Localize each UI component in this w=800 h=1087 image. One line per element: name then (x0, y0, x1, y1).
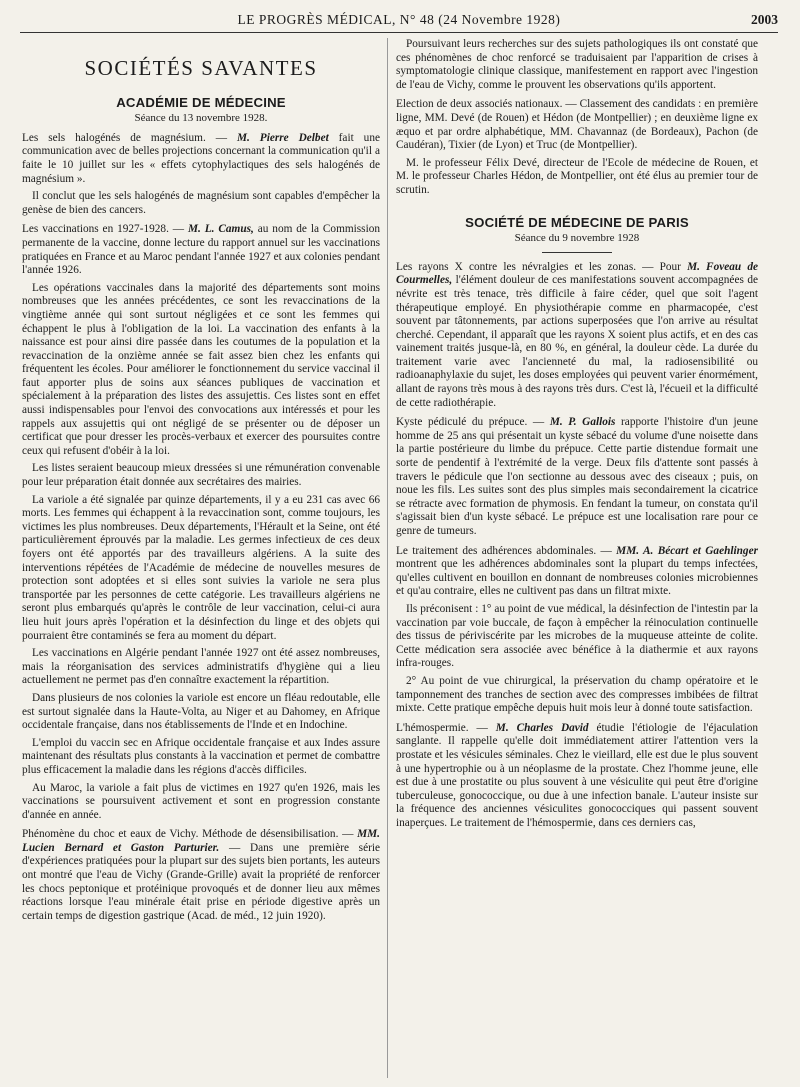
article-text: — Dans une première série d'expériences pratiquées pour la plupart sur des sujets bien portants, les auteurs ont montré que l'eau de Vichy (Grande-Grille) avait la propriété de renforcer les chocs peptonique et protéinique provoqués et de donner lieu aux mêmes réactions lorsque l'eau minérale était prise en période digestive après un certain temps de digestion gastrique (Acad. de méd., 12 juin 1920). (22, 841, 380, 922)
article-paragraph (22, 223, 380, 277)
section-divider (542, 252, 612, 253)
article-paragraph: L'emploi du vaccin sec en Afrique occidentale française et aux Indes assure maintenant des résultats plus constants à la vaccination et permet de combattre plus efficacement la maladie dans les régions d'accès difficiles. (22, 736, 380, 776)
article-text: l'élément douleur de ces manifestations souvent accompagnées de névrite est très tenace, très difficile à faire céder, quel que soit l'agent thérapeutique employé. En physiothérapie comme en pharmacopée, c'est souvent par tâtonnements, par actions superposées que l'on arrive au résultat cherché. Cependant, il apparaît que les rayons X soient plus actifs, et en des cas vainement traités jusque-là, en 80 %, en général, la douleur cède. La durée du traitement varie avec l'ancienneté du mal, la radiosensibilité ou radioanaphylaxie du sujet, les doses employées qui peuvent varier énormément, allant de rayons très mous à des rayons très durs. C'est là, l'écueil et la difficulté de cette radiothérapie. (396, 274, 758, 409)
article-subject: L'hémospermie. — (396, 721, 496, 734)
article-text: montrent que les adhérences abdominales sont la plupart du temps infectées, qu'elles cultivent en bouillon en donnant de nombreuses colonies microbiennes et qu'au contraire, elles ne cultivent pas dans un filtrat mixte. (396, 558, 758, 598)
article-text: Classement des candidats : en première ligne, MM. Devé (de Rouen) et Hédon (de Montpellier) ; en deuxième ligne ex æquo et par ordre alphabétique, MM. Chavannaz (de Bordeaux), Pachon (de Caudéran), Tixier (de Lyon) et Truc (de Montpellier). (396, 98, 758, 152)
article-paragraph: Les vaccinations en Algérie pendant l'année 1927 ont été assez nombreuses, mais la réorganisation des services administratifs d'hygiène qui a lieu actuellement ne permet pas d'en connaître exactement la répartition. (22, 647, 380, 687)
article-paragraph (396, 261, 758, 411)
article-paragraph (396, 545, 758, 599)
article-text: rapporte l'histoire d'un jeune homme de 25 ans qui présentait un kyste sébacé du volume d'une noisette dans la partie postérieure du limbe du prépuce. Cette partie distendue formait une sorte de pendentif à l'extrémité de la verge. Deux fils d'attente sont passés à travers le pédicule que l'on sectionne au dessous avec des ciseaux ; puis, on noue les fils. Les suites sont des plus simples mais secondairement la cicatrice se rétracte avec formation de phymosis. En fendant la tumeur, on constata qu'il s'agissait bien d'un kyste sébacé. Le prépuce est une localisation rare pour ce genre de tumeurs. (396, 416, 758, 537)
article-paragraph (396, 722, 758, 831)
article-subject: Election de deux associés nationaux. — (396, 98, 580, 111)
article-subject: Kyste pédiculé du prépuce. — (396, 416, 550, 429)
article-paragraph: Ils préconisent : 1° au point de vue médical, la désinfection de l'intestin par la vaccination par voie buccale, de façon à empêcher la réinoculation continuelle des tissus de périviscérite par les microbes de la muqueuse atteinte de colite. Cette médication sera associée avec bénéfice à la diathermie et aux rayons infra-rouges. (396, 602, 758, 670)
article-paragraph (22, 132, 380, 186)
article-paragraph (396, 98, 758, 152)
article-paragraph: Au Maroc, la variole a fait plus de victimes en 1927 qu'en 1926, mais les vaccinations se poursuivent activement et sont en progression constante d'année en année. (22, 781, 380, 821)
article-subject: Le traitement des adhérences abdominales. — (396, 544, 617, 557)
section-title-academie: ACADÉMIE DE MÉDECINE (116, 94, 286, 110)
article-subject: Les sels halogénés de magnésium. — (22, 131, 237, 144)
left-column (22, 38, 380, 927)
main-title: SOCIÉTÉS SAVANTES (84, 56, 318, 80)
article-author: MM. A. Bécart et Gaehlinger (616, 544, 758, 557)
page-number: 2003 (751, 12, 778, 27)
column-divider (387, 38, 388, 1078)
article-paragraph (22, 828, 380, 923)
article-paragraph: Dans plusieurs de nos colonies la variole est encore un fléau redoutable, elle est surtout signalée dans la Haute-Volta, au Niger et au Dahomey, en Afrique occidentale française, dans nos établissements de l'Inde et en Indochine. (22, 691, 380, 732)
article-subject: Les vaccinations en 1927-1928. — (22, 223, 188, 236)
article-text: fait une communication avec de belles projections concernant la communication qu'il a faite le 10 juillet sur les « effets cytophylactiques des sels halogénés de magnésium ». (22, 131, 380, 185)
article-author: M. P. Gallois (549, 416, 616, 429)
session-date-societe: Séance du 9 novembre 1928 (514, 232, 640, 245)
article-paragraph: 2° Au point de vue chirurgical, la préservation du champ opératoire et le tamponnement des tranches de section avec des compresses imbibées de filtrat mixte. Cette pratique empêche depuis huit mois leur à donné toute satisfaction. (396, 674, 758, 715)
running-title: LE PROGRÈS MÉDICAL, N° 48 (24 Novembre 1928) (237, 12, 561, 27)
article-text: au nom de la Commission permanente de la vaccine, donne lecture du rapport annuel sur les vaccinations pratiquées en France et au Maroc pendant l'année 1927 et aux colonies pendant l'année 1926. (22, 223, 381, 277)
article-author: M. Pierre Delbet (236, 131, 329, 144)
article-author: M. Charles David (495, 721, 589, 734)
article-paragraph: Les opérations vaccinales dans la majorité des départements sont moins nombreuses que les années précédentes, ce sont les revaccinations de la vingtième année qui sont surtout négligées et ce sont les femmes qui échappent le plus à l'obligation de la loi. La vaccination des enfants à la naissance est pour ainsi dire passée dans les coutumes de la population et la revaccination de la onzième année se fait assez bien chez les enfants qui fréquentent les écoles. Pour améliorer le fonctionnement du service vaccinal il faut apporter plus de soins aux séances publiques de vaccination et spécialement à la préparation des listes des assujettis. Ces listes sont en effet aussi indispensables pour l'envoi des convocations aux intéressés et pour les rappels aux assujettis qui ont négligé de se présenter ou de déposer un certificat que pour dresser les procès-verbaux et exercer des poursuites contre ceux qui refusent d'obéir à la loi. (22, 281, 380, 457)
article-paragraph: Poursuivant leurs recherches sur des sujets pathologiques ils ont constaté que ces phénomènes de choc renforcé se traduisaient par l'apparition de crises à symptomatologie clinique classique, manifestement en rapport avec l'ingestion de l'eau de Vichy, comme le prouvent les observations qu'ils apportent. (396, 38, 758, 91)
right-column (396, 38, 758, 834)
session-date-academie: Séance du 13 novembre 1928. (134, 112, 268, 125)
section-title-societe: SOCIÉTÉ DE MÉDECINE DE PARIS (465, 214, 689, 230)
running-header (20, 10, 778, 33)
article-author: M. L. Camus, (187, 223, 254, 236)
article-paragraph: La variole a été signalée par quinze départements, il y a eu 231 cas avec 66 morts. Les femmes qui échappent à la revaccination sont, comme toujours, les victimes les plus nombreuses. Deux départements, l'Hérault et la Seine, ont été particulièrement éprouvés par la maladie. Les germes infectieux de ces deux foyers ont été apportés par des travailleurs algériens. A la suite des interventions répétées de l'Académie de médecine de nouvelles mesures de protection sont adoptées et si elles sont suivies la variole ne sera plus transportée par les personnes de cette catégorie. Les travailleurs algériens ne seront plus embarqués qu'après le contrôle de leur vaccination, celui-ci aura lieu huit jours après l'opération et la désinfection du linge et des objets qui pourraient être contaminés se fera au moment du départ. (22, 493, 380, 642)
article-author: MM. Lucien Bernard et Gaston Parturier. (22, 828, 380, 854)
article-paragraph (396, 416, 758, 538)
article-author: M. Foveau de Courmelles, (396, 260, 758, 287)
article-paragraph: M. le professeur Félix Devé, directeur de l'Ecole de médecine de Rouen, et M. le professeur Charles Hédon, de Montpellier, ont été élus au premier tour de scrutin. (396, 156, 758, 196)
article-paragraph: Il conclut que les sels halogénés de magnésium sont capables d'empêcher la genèse de bien des cancers. (22, 190, 380, 216)
article-subject: Phénomène du choc et eaux de Vichy. Méthode de désensibilisation. — (22, 828, 358, 841)
article-paragraph: Les listes seraient beaucoup mieux dressées si une rémunération convenable pour leur préparation était donnée aux secrétaires des mairies. (22, 462, 380, 489)
article-text: étudie l'étiologie de l'éjaculation sanglante. Il rappelle qu'elle doit immédiatement attirer l'attention vers la prostate et les vésicules séminales. Chez le vieillard, elle est due le plus souvent à une hypertrophie ou à un néoplasme de la prostate. Chez l'homme jeune, elle est due à une prostatite ou plus souvent à une vésiculite qui peut être d'origine tuberculeuse, gonococcique, ou due à une infection banale. L'auteur insiste sur la fréquence des anciennes vésiculites gonococciques qui passent souvent inaperçues. Le traitement de l'hémospermie, dans ces derniers cas, (396, 721, 758, 829)
article-subject: Les rayons X contre les névralgies et les zonas. — Pour (396, 260, 688, 273)
